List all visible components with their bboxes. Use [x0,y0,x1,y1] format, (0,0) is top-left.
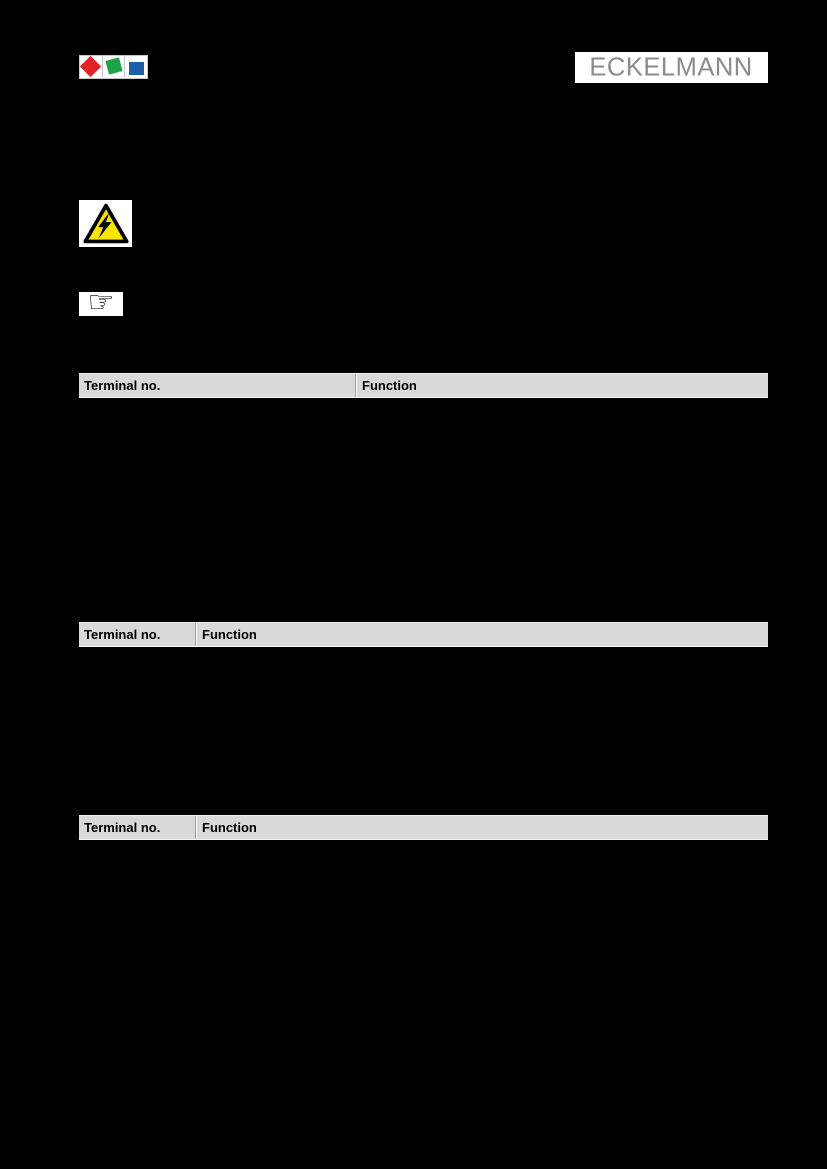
table-2-terminal-no-header: Terminal no. [79,623,196,646]
table-2-function-header: Function [196,623,768,646]
elds-logo-cell [103,56,126,78]
table-1-terminal-no-header: Terminal no. [79,374,356,397]
company-name: ECKELMANN [589,52,754,82]
table-3-function-header: Function [196,816,768,839]
high-voltage-warning-icon [79,200,132,247]
pointing-hand-icon [79,292,123,316]
pointing-hand-glyph: ☞ [87,292,115,316]
elds-logo-cell [80,56,103,78]
table-2-header-row [79,622,768,647]
elds-logo-cell [125,56,147,78]
elds-logo [79,55,148,79]
table-3-header-row [79,815,768,840]
blue-square-icon [129,62,144,75]
green-square-icon [105,57,122,74]
red-diamond-icon [80,56,101,77]
table-1-header-row [79,373,768,398]
table-1-function-header: Function [356,374,768,397]
eckelmann-logo [575,52,768,83]
table-3-terminal-no-header: Terminal no. [79,816,196,839]
warning-triangle-graphic [83,203,129,244]
